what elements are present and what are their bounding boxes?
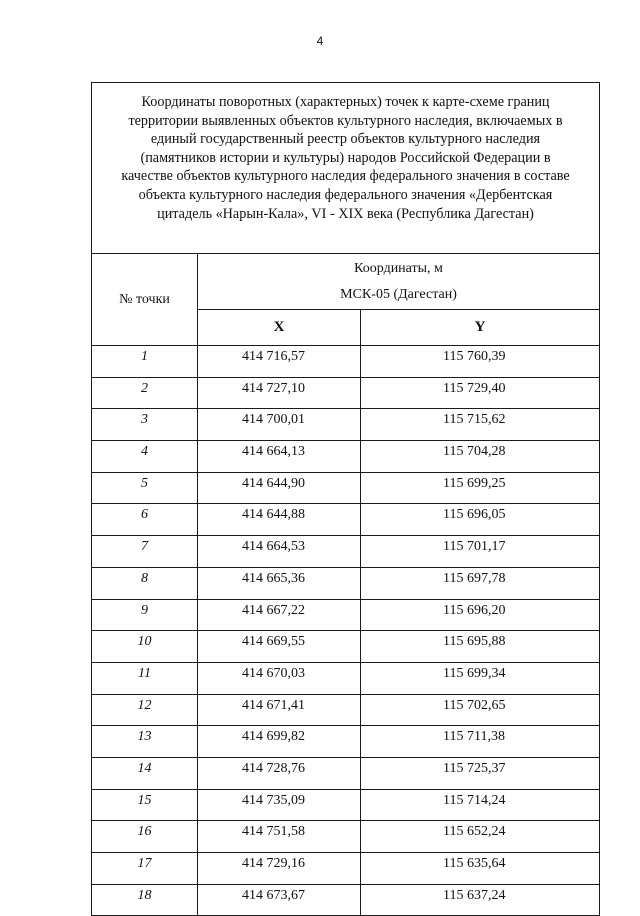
table-title-line: объекта культурного наследия федерального значения «Дербентская	[138, 186, 553, 203]
table-row	[92, 409, 600, 441]
table-row	[92, 472, 600, 504]
table-row	[92, 694, 600, 726]
table-title-line: (памятников истории и культуры) народов Российской Федерации в	[140, 149, 551, 166]
point-number-cell: 10	[92, 631, 198, 663]
point-number-cell: 17	[92, 853, 198, 885]
y-coordinate-cell: 115 695,88	[361, 631, 600, 663]
table-row	[92, 567, 600, 599]
point-number-cell: 4	[92, 441, 198, 473]
y-coordinate-cell: 115 711,38	[361, 726, 600, 758]
x-coordinate-cell: 414 669,55	[198, 631, 361, 663]
table-row	[92, 504, 600, 536]
point-number-cell: 6	[92, 504, 198, 536]
point-number-cell: 1	[92, 346, 198, 378]
table-row	[92, 536, 600, 568]
y-coordinate-cell: 115 714,24	[361, 789, 600, 821]
y-coordinate-cell: 115 701,17	[361, 536, 600, 568]
y-coordinate-cell: 115 696,05	[361, 504, 600, 536]
x-coordinate-cell: 414 729,16	[198, 853, 361, 885]
table-row	[92, 662, 600, 694]
point-number-cell: 2	[92, 377, 198, 409]
y-coordinate-cell: 115 715,62	[361, 409, 600, 441]
x-coordinate-cell: 414 664,53	[198, 536, 361, 568]
header-point-number: № точки	[92, 254, 198, 346]
x-coordinate-cell: 414 751,58	[198, 821, 361, 853]
y-coordinate-cell: 115 760,39	[361, 346, 600, 378]
y-coordinate-cell: 115 637,24	[361, 884, 600, 916]
table-row	[92, 757, 600, 789]
point-number-cell: 3	[92, 409, 198, 441]
table-row	[92, 631, 600, 663]
header-x: X	[198, 310, 361, 346]
x-coordinate-cell: 414 667,22	[198, 599, 361, 631]
table-title-line: цитадель «Нарын-Кала», VI - XIX века (Республика Дагестан)	[157, 205, 534, 222]
page-number: 4	[316, 34, 324, 48]
y-coordinate-cell: 115 702,65	[361, 694, 600, 726]
table-row	[92, 853, 600, 885]
y-coordinate-cell: 115 729,40	[361, 377, 600, 409]
y-coordinate-cell: 115 725,37	[361, 757, 600, 789]
table-title-line: единый государственный реестр объектов культурного наследия	[150, 131, 541, 148]
point-number-cell: 11	[92, 662, 198, 694]
table-row	[92, 599, 600, 631]
table-row	[92, 726, 600, 758]
x-coordinate-cell: 414 673,67	[198, 884, 361, 916]
table-title-line: Координаты поворотных (характерных) точек к карте-схеме границ	[141, 94, 550, 110]
header-coordinates-label: Координаты, м	[354, 260, 443, 276]
table-title	[92, 83, 600, 254]
x-coordinate-cell: 414 700,01	[198, 409, 361, 441]
x-coordinate-cell: 414 664,13	[198, 441, 361, 473]
point-number-cell: 5	[92, 472, 198, 504]
x-coordinate-cell: 414 727,10	[198, 377, 361, 409]
point-number-cell: 18	[92, 884, 198, 916]
header-coordinate-system: МСК-05 (Дагестан)	[340, 286, 457, 302]
y-coordinate-cell: 115 652,24	[361, 821, 600, 853]
point-number-cell: 7	[92, 536, 198, 568]
y-coordinate-cell: 115 704,28	[361, 441, 600, 473]
y-coordinate-cell: 115 635,64	[361, 853, 600, 885]
point-number-cell: 14	[92, 757, 198, 789]
point-number-cell: 12	[92, 694, 198, 726]
y-coordinate-cell: 115 697,78	[361, 567, 600, 599]
table-row	[92, 821, 600, 853]
table-row	[92, 789, 600, 821]
x-coordinate-cell: 414 671,41	[198, 694, 361, 726]
header-coordinates	[198, 254, 600, 310]
table-title-line: территории выявленных объектов культурного наследия, включаемых в	[128, 112, 563, 129]
x-coordinate-cell: 414 644,90	[198, 472, 361, 504]
table-row	[92, 346, 600, 378]
point-number-cell: 9	[92, 599, 198, 631]
point-number-cell: 16	[92, 821, 198, 853]
table-row	[92, 377, 600, 409]
table-title-row	[92, 83, 600, 254]
x-coordinate-cell: 414 665,36	[198, 567, 361, 599]
header-y: Y	[361, 310, 600, 346]
y-coordinate-cell: 115 699,25	[361, 472, 600, 504]
x-coordinate-cell: 414 716,57	[198, 346, 361, 378]
coordinates-table	[91, 82, 600, 916]
point-number-cell: 15	[92, 789, 198, 821]
table-title-line: качестве объектов культурного наследия федерального значения в составе	[121, 168, 570, 185]
x-coordinate-cell: 414 699,82	[198, 726, 361, 758]
x-coordinate-cell: 414 735,09	[198, 789, 361, 821]
x-coordinate-cell: 414 644,88	[198, 504, 361, 536]
table-row	[92, 884, 600, 916]
table-row	[92, 441, 600, 473]
y-coordinate-cell: 115 699,34	[361, 662, 600, 694]
point-number-cell: 8	[92, 567, 198, 599]
x-coordinate-cell: 414 670,03	[198, 662, 361, 694]
y-coordinate-cell: 115 696,20	[361, 599, 600, 631]
point-number-cell: 13	[92, 726, 198, 758]
header-row-coords	[92, 254, 600, 310]
x-coordinate-cell: 414 728,76	[198, 757, 361, 789]
